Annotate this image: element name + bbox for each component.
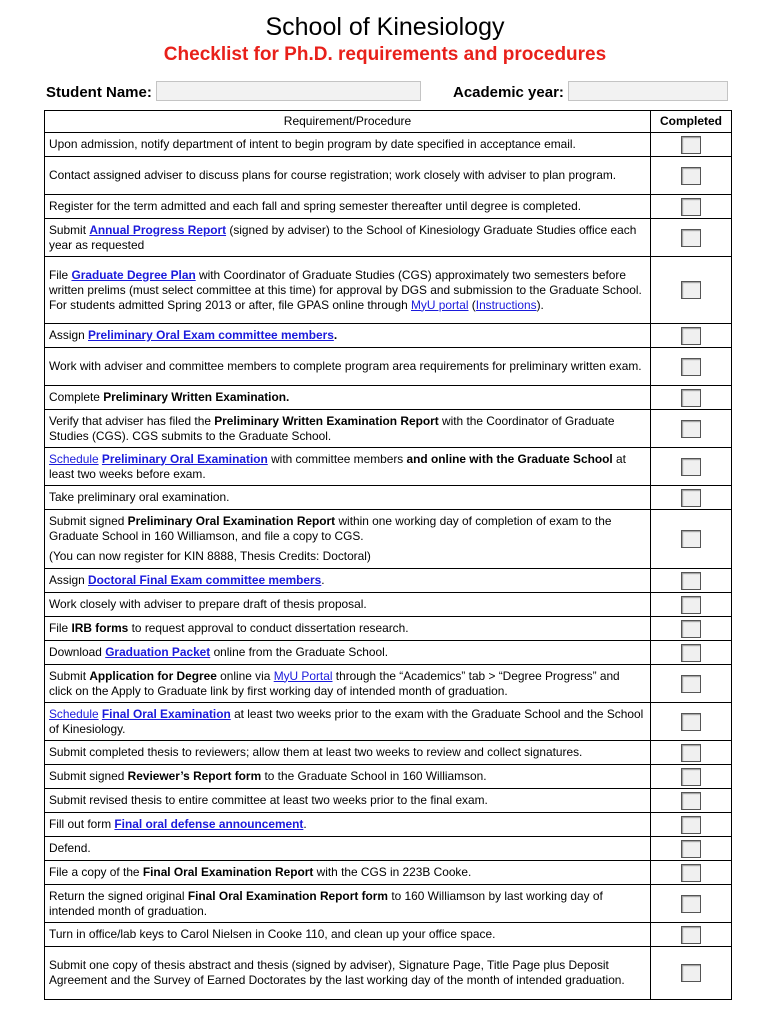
requirement-text: Register for the term admitted and each fall and spring semester thereafter until degree is completed. — [45, 195, 651, 219]
requirement-text: Submit Application for Degree online via MyU Portal through the “Academics” tab > “Degree Progress” and click on the Apply to Graduate link by first working day of intended month of graduation. — [45, 665, 651, 703]
completed-cell — [651, 219, 732, 257]
completed-cell — [651, 765, 732, 789]
table-row — [45, 741, 732, 765]
table-row — [45, 593, 732, 617]
student-name-input[interactable] — [156, 81, 421, 101]
table-row — [45, 257, 732, 324]
requirement-text: Submit signed Reviewer’s Report form to the Graduate School in 160 Williamson. — [45, 765, 651, 789]
completed-cell — [651, 569, 732, 593]
completed-cell — [651, 641, 732, 665]
completed-checkbox[interactable] — [681, 198, 701, 216]
academic-year-label: Academic year: — [453, 84, 564, 101]
completed-cell — [651, 703, 732, 741]
requirement-text: Verify that adviser has filed the Preliminary Written Examination Report with the Coordinator of Graduate Studies (CGS). CGS submits to the Graduate School. — [45, 410, 651, 448]
table-row — [45, 386, 732, 410]
completed-cell — [651, 157, 732, 195]
column-header-requirement: Requirement/Procedure — [45, 111, 651, 133]
table-header-row — [45, 111, 732, 133]
completed-checkbox[interactable] — [681, 816, 701, 834]
completed-cell — [651, 348, 732, 386]
requirement-text: Schedule Final Oral Examination at least two weeks prior to the exam with the Graduate School and the School of Kinesiology. — [45, 703, 651, 741]
table-row — [45, 348, 732, 386]
completed-cell — [651, 486, 732, 510]
requirement-text: Download Graduation Packet online from the Graduate School. — [45, 641, 651, 665]
requirement-text: Submit completed thesis to reviewers; allow them at least two weeks to review and collect signatures. — [45, 741, 651, 765]
table-row — [45, 789, 732, 813]
myu-portal-link[interactable]: MyU Portal — [273, 668, 333, 683]
completed-checkbox[interactable] — [681, 926, 701, 944]
completed-cell — [651, 837, 732, 861]
table-row — [45, 324, 732, 348]
completed-checkbox[interactable] — [681, 167, 701, 185]
completed-cell — [651, 510, 732, 569]
completed-cell — [651, 885, 732, 923]
doctoral-final-committee-link[interactable]: Doctoral Final Exam committee members — [88, 573, 322, 587]
table-row — [45, 837, 732, 861]
final-oral-defense-announcement-link[interactable]: Final oral defense announcement — [114, 817, 304, 831]
completed-cell — [651, 789, 732, 813]
completed-cell — [651, 923, 732, 947]
requirement-text: Fill out form Final oral defense announcement. — [45, 813, 651, 837]
completed-cell — [651, 741, 732, 765]
completed-checkbox[interactable] — [681, 895, 701, 913]
completed-checkbox[interactable] — [681, 327, 701, 345]
completed-checkbox[interactable] — [681, 620, 701, 638]
completed-checkbox[interactable] — [681, 675, 701, 693]
column-header-completed: Completed — [651, 111, 732, 133]
completed-cell — [651, 861, 732, 885]
table-row — [45, 703, 732, 741]
requirement-text: Return the signed original Final Oral Examination Report form to 160 Williamson by last working day of intended month of graduation. — [45, 885, 651, 923]
academic-year-input[interactable] — [568, 81, 728, 101]
page-subtitle: Checklist for Ph.D. requirements and procedures — [163, 44, 607, 65]
schedule-link[interactable]: Schedule — [49, 706, 99, 721]
requirement-text: Defend. — [45, 837, 651, 861]
student-name-label: Student Name: — [46, 84, 152, 101]
graduate-degree-plan-link[interactable]: Graduate Degree Plan — [71, 267, 196, 282]
completed-checkbox[interactable] — [681, 572, 701, 590]
instructions-link[interactable]: Instructions — [475, 297, 537, 312]
table-row — [45, 617, 732, 641]
table-row — [45, 448, 732, 486]
table-row — [45, 641, 732, 665]
table-row — [45, 885, 732, 923]
table-row — [45, 195, 732, 219]
completed-cell — [651, 593, 732, 617]
schedule-link[interactable]: Schedule — [49, 451, 99, 466]
completed-cell — [651, 448, 732, 486]
table-row — [45, 510, 732, 569]
final-oral-examination-link[interactable]: Final Oral Examination — [101, 706, 231, 721]
table-row — [45, 219, 732, 257]
completed-checkbox[interactable] — [681, 768, 701, 786]
requirement-text: Assign Doctoral Final Exam committee members. — [45, 569, 651, 593]
completed-checkbox[interactable] — [681, 964, 701, 982]
completed-cell — [651, 133, 732, 157]
completed-checkbox[interactable] — [681, 713, 701, 731]
completed-checkbox[interactable] — [681, 644, 701, 662]
table-row — [45, 133, 732, 157]
preliminary-oral-committee-link[interactable]: Preliminary Oral Exam committee members — [88, 328, 334, 342]
requirement-text: Contact assigned adviser to discuss plans for course registration; work closely with adviser to plan program. — [45, 157, 651, 195]
completed-checkbox[interactable] — [681, 489, 701, 507]
requirement-text: Work closely with adviser to prepare draft of thesis proposal. — [45, 593, 651, 617]
table-row — [45, 765, 732, 789]
requirement-text: Submit revised thesis to entire committee at least two weeks prior to the final exam. — [45, 789, 651, 813]
requirement-text: Submit Annual Progress Report (signed by adviser) to the School of Kinesiology Graduate Studies office each year as requested — [45, 219, 651, 257]
requirement-text: Take preliminary oral examination. — [45, 486, 651, 510]
table-row — [45, 813, 732, 837]
completed-checkbox[interactable] — [681, 864, 701, 882]
checklist-table — [44, 110, 732, 1000]
requirement-text: File IRB forms to request approval to conduct dissertation research. — [45, 617, 651, 641]
table-row — [45, 665, 732, 703]
requirement-text: Submit one copy of thesis abstract and thesis (signed by adviser), Signature Page, Title Page plus Deposit Agreement and the Survey of Earned Doctorates by the last working day of the month of intended graduation. — [45, 947, 651, 1000]
page-title: School of Kinesiology — [265, 13, 505, 41]
completed-cell — [651, 257, 732, 324]
requirement-text: Work with adviser and committee members to complete program area requirements for preliminary written exam. — [45, 348, 651, 386]
completed-cell — [651, 813, 732, 837]
requirement-text: Upon admission, notify department of intent to begin program by date specified in acceptance email. — [45, 133, 651, 157]
completed-cell — [651, 324, 732, 348]
table-row — [45, 486, 732, 510]
table-row — [45, 157, 732, 195]
myu-portal-link[interactable]: MyU portal — [411, 297, 469, 312]
completed-cell — [651, 947, 732, 1000]
table-row — [45, 410, 732, 448]
requirement-text: Turn in office/lab keys to Carol Nielsen in Cooke 110, and clean up your office space. — [45, 923, 651, 947]
requirement-text: Assign Preliminary Oral Exam committee members. — [45, 324, 651, 348]
completed-cell — [651, 410, 732, 448]
table-row — [45, 861, 732, 885]
completed-checkbox[interactable] — [681, 458, 701, 476]
requirement-text: Schedule Preliminary Oral Examination with committee members and online with the Graduate School at least two weeks before exam. — [45, 448, 651, 486]
registration-note: (You can now register for KIN 8888, Thesis Credits: Doctoral) — [49, 549, 371, 563]
completed-checkbox[interactable] — [681, 420, 701, 438]
completed-checkbox[interactable] — [681, 596, 701, 614]
requirement-text: File a copy of the Final Oral Examination Report with the CGS in 223B Cooke. — [45, 861, 651, 885]
completed-checkbox[interactable] — [681, 358, 701, 376]
preliminary-oral-examination-link[interactable]: Preliminary Oral Examination — [101, 451, 268, 466]
completed-checkbox[interactable] — [681, 744, 701, 762]
completed-checkbox[interactable] — [681, 530, 701, 548]
requirement-text: Submit signed Preliminary Oral Examination Report within one working day of completion of exam to the Graduate School in 160 Williamson, and file a copy to CGS. (You can now register for KIN 8888, Thesis Credits: Doctoral) — [45, 510, 651, 569]
completed-cell — [651, 195, 732, 219]
requirement-text: Complete Preliminary Written Examination. — [45, 386, 651, 410]
table-row — [45, 923, 732, 947]
requirement-text: File Graduate Degree Plan with Coordinator of Graduate Studies (CGS) approximately two semesters before written prelims (must select committee at this time) for approval by DGS and submission to the Graduate School. For students admitted Spring 2013 or after, file GPAS online through MyU portal (Instructions). — [45, 257, 651, 324]
completed-cell — [651, 665, 732, 703]
completed-cell — [651, 617, 732, 641]
completed-checkbox[interactable] — [681, 792, 701, 810]
table-row — [45, 569, 732, 593]
graduation-packet-link[interactable]: Graduation Packet — [105, 645, 211, 659]
completed-checkbox[interactable] — [681, 229, 701, 247]
annual-progress-report-link[interactable]: Annual Progress Report — [89, 222, 227, 237]
table-row — [45, 947, 732, 1000]
completed-checkbox[interactable] — [681, 840, 701, 858]
completed-checkbox[interactable] — [681, 389, 701, 407]
completed-checkbox[interactable] — [681, 136, 701, 154]
completed-checkbox[interactable] — [681, 281, 701, 299]
completed-cell — [651, 386, 732, 410]
